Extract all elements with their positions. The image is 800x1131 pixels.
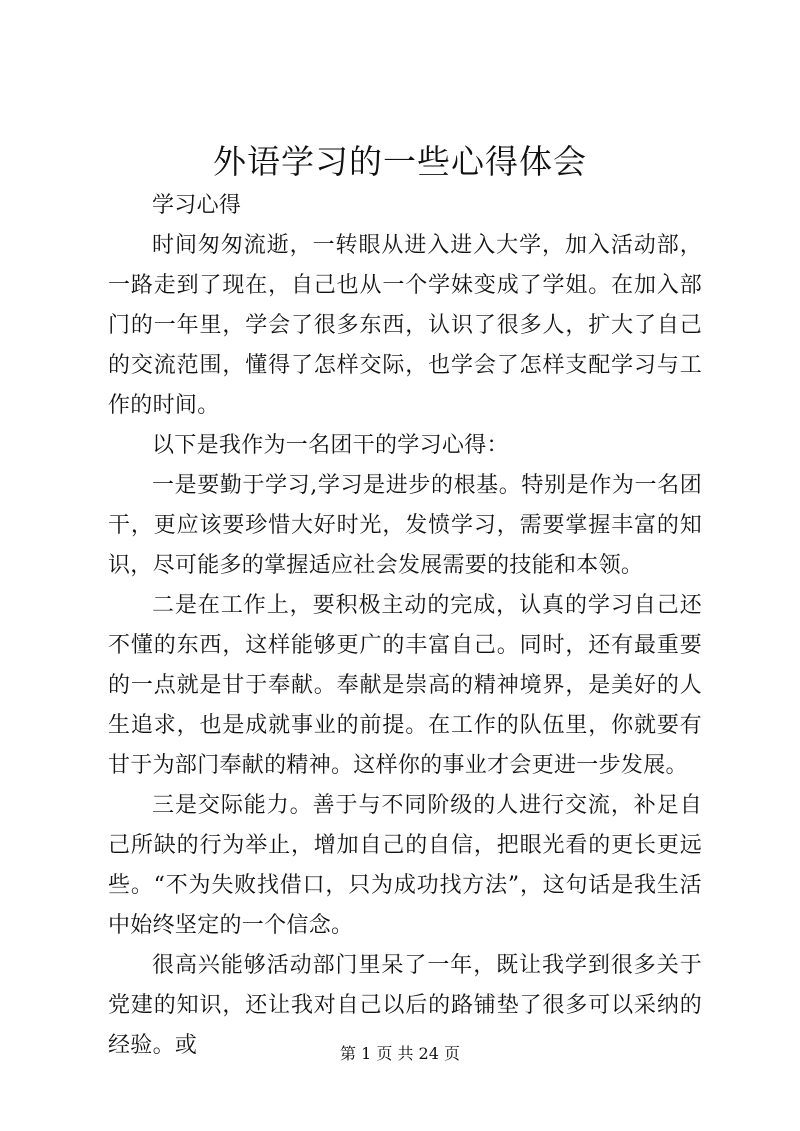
paragraph: 以下是我作为一名团干的学习心得： [152,433,509,458]
document-title: 外语学习的一些心得体会 [213,142,587,181]
paragraph: 一是要勤于学习,学习是进步的根基。特别是作为一名团干，更应该要珍惜大好时光，发愤学习，需要掌握丰富的知识，尽可能多的掌握适应社会发展需要的技能和本领。 [108,473,702,578]
paragraph: 三是交际能力。善于与不同阶级的人进行交流，补足自己所缺的行为举止，增加自己的自信，把眼光看的更长更远些。“不为失败找借口，只为成功找方法”，这句话是我生活中始终坚定的一个信念。 [108,793,702,938]
paragraph-heading: 学习心得 [152,193,242,218]
paragraph: 二是在工作上，要积极主动的完成，认真的学习自己还不懂的东西，这样能够更广的丰富自己。同时，还有最重要的一点就是甘于奉献。奉献是崇高的精神境界，是美好的人生追求，也是成就事业的前提。在工作的队伍里，你就要有甘于为部门奉献的精神。这样你的事业才会更进一步发展。 [108,593,702,778]
document-body [108,186,702,1066]
paragraph: 很高兴能够活动部门里呆了一年，既让我学到很多关于党建的知识，还让我对自己以后的路铺垫了很多可以采纳的经验。或 [108,953,702,1058]
page-number-footer: 第 1 页 共 24 页 [340,1044,460,1063]
paragraph: 时间匆匆流逝，一转眼从进入进入大学，加入活动部，一路走到了现在，自己也从一个学妹变成了学姐。在加入部门的一年里，学会了很多东西，认识了很多人，扩大了自己的交流范围，懂得了怎样交际，也学会了怎样支配学习与工作的时间。 [108,233,702,418]
